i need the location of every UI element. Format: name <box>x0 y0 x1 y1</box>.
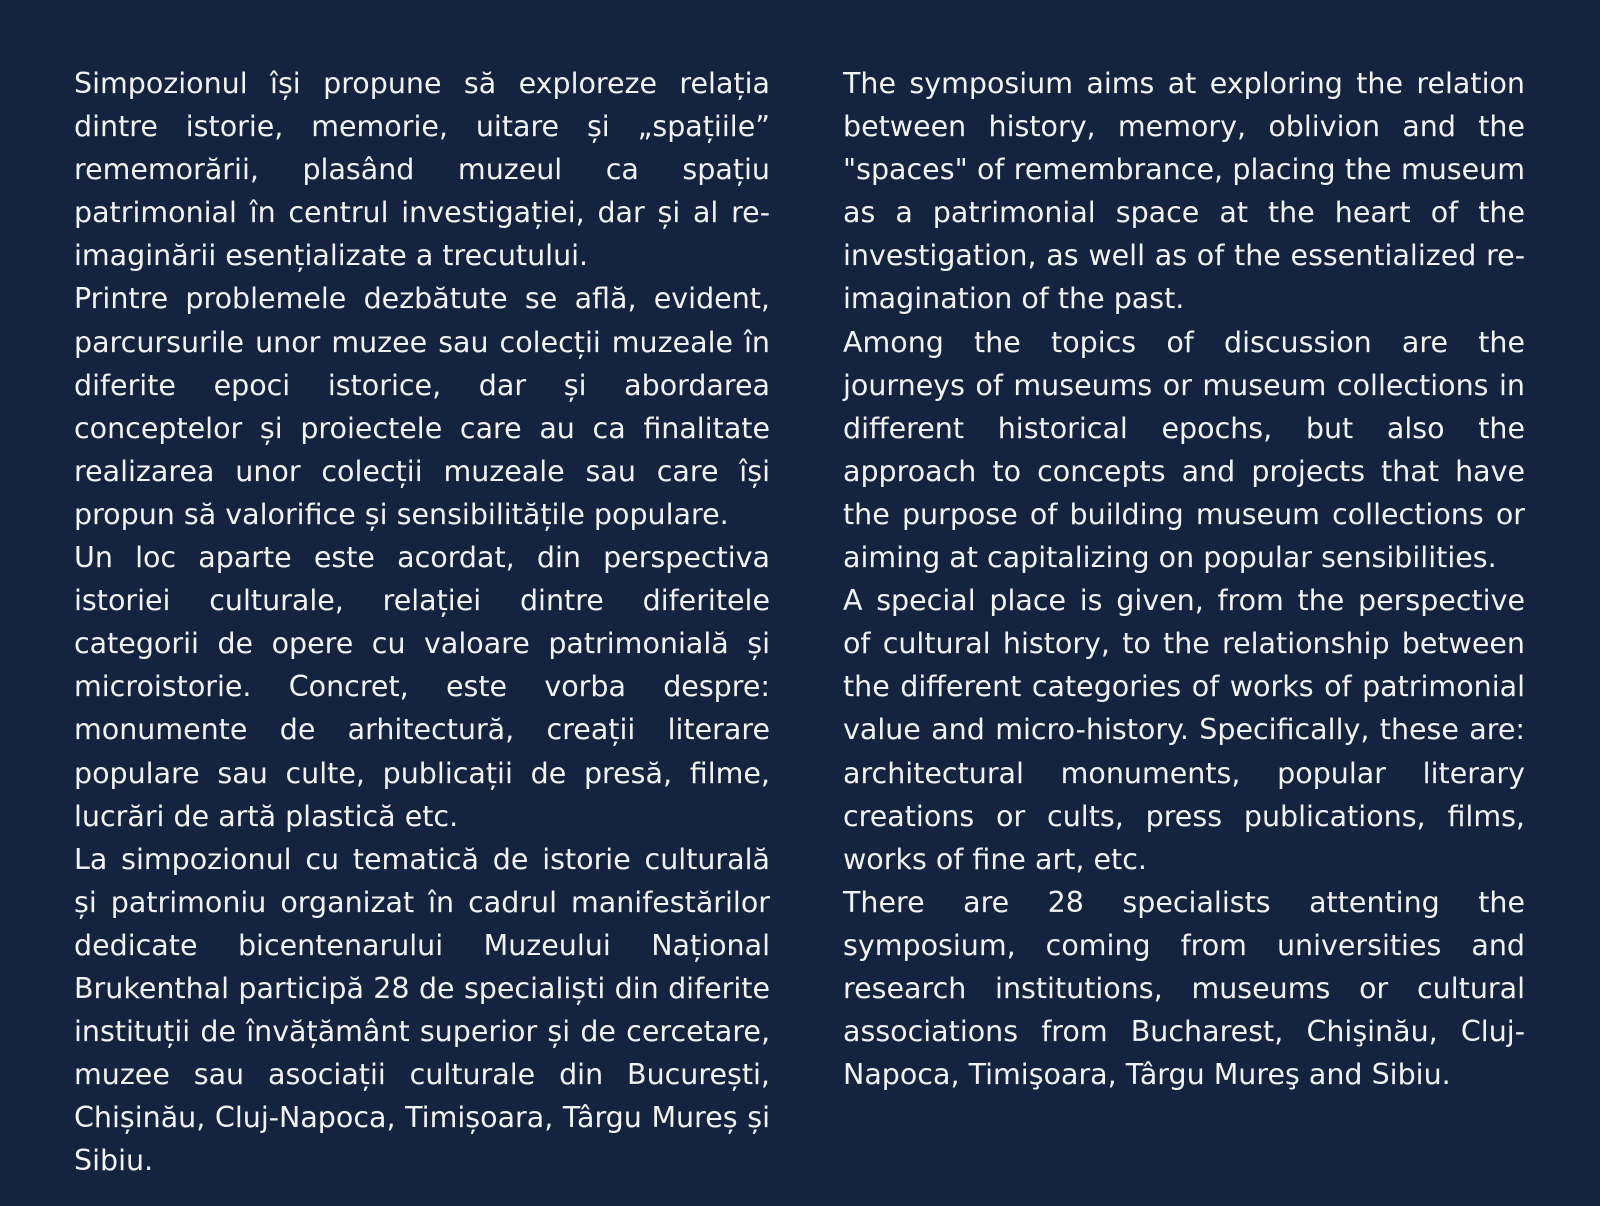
romanian-paragraph-4: La simpozionul cu tematică de istorie culturală și patrimoniu organizat în cadrul manifestărilor dedicate bicentenarului Muzeului Național Brukenthal participă 28 de specialiști din diferite instituții de învățământ superior și de cercetare, muzee sau asociații culturale din București, Chișinău, Cluj-Napoca, Timișoara, Târgu Mureș și Sibiu. <box>74 842 770 1178</box>
romanian-paragraph-3: Un loc aparte este acordat, din perspectiva istoriei culturale, relației dintre diferitele categorii de opere cu valoare patrimonială și microistorie. Concret, este vorba despre: monumente de arhitectură, creații literare populare sau culte, publicații de presă, filme, lucrări de artă plastică etc. <box>74 541 770 833</box>
english-paragraph-1: The symposium aims at exploring the relation between history, memory, oblivion and the "spaces" of remembrance, placing the museum as a patrimonial space at the heart of the investigation, as well as of the essentialized re-imagination of the past. <box>843 67 1525 316</box>
romanian-paragraph-1: Simpozionul își propune să exploreze relația dintre istorie, memorie, uitare și „spațiile” rememorării, plasând muzeul ca spațiu patrimonial în centrul investigației, dar și al re-imaginării esențializate a trecutului. <box>74 67 770 273</box>
romanian-paragraph-2: Printre problemele dezbătute se află, evident, parcursurile unor muzee sau colecții muzeale în diferite epoci istorice, dar și abordarea conceptelor și proiectele care au ca finalitate realizarea unor colecții muzeale sau care își propun să valorifice și sensibilitățile populare. <box>74 282 770 531</box>
english-paragraph-2: Among the topics of discussion are the journeys of museums or museum collections in different historical epochs, but also the approach to concepts and projects that have the purpose of building museum collections or aiming at capitalizing on popular sensibilities. <box>843 325 1525 575</box>
english-paragraph-3: A special place is given, from the perspective of cultural history, to the relationship between the different categories of works of patrimonial value and micro-history. Specifically, these are: architectural monuments, popular literary creations or cults, press publications, films, works of fine art, etc. <box>843 584 1525 876</box>
romanian-text-column <box>74 62 770 1182</box>
english-text-column <box>843 62 1525 1096</box>
english-paragraph-4: There are 28 specialists attenting the symposium, coming from universities and research institutions, museums or cultural associations from Bucharest, Chişinău, Cluj-Napoca, Timişoara, Târgu Mureş and Sibiu. <box>843 885 1525 1092</box>
